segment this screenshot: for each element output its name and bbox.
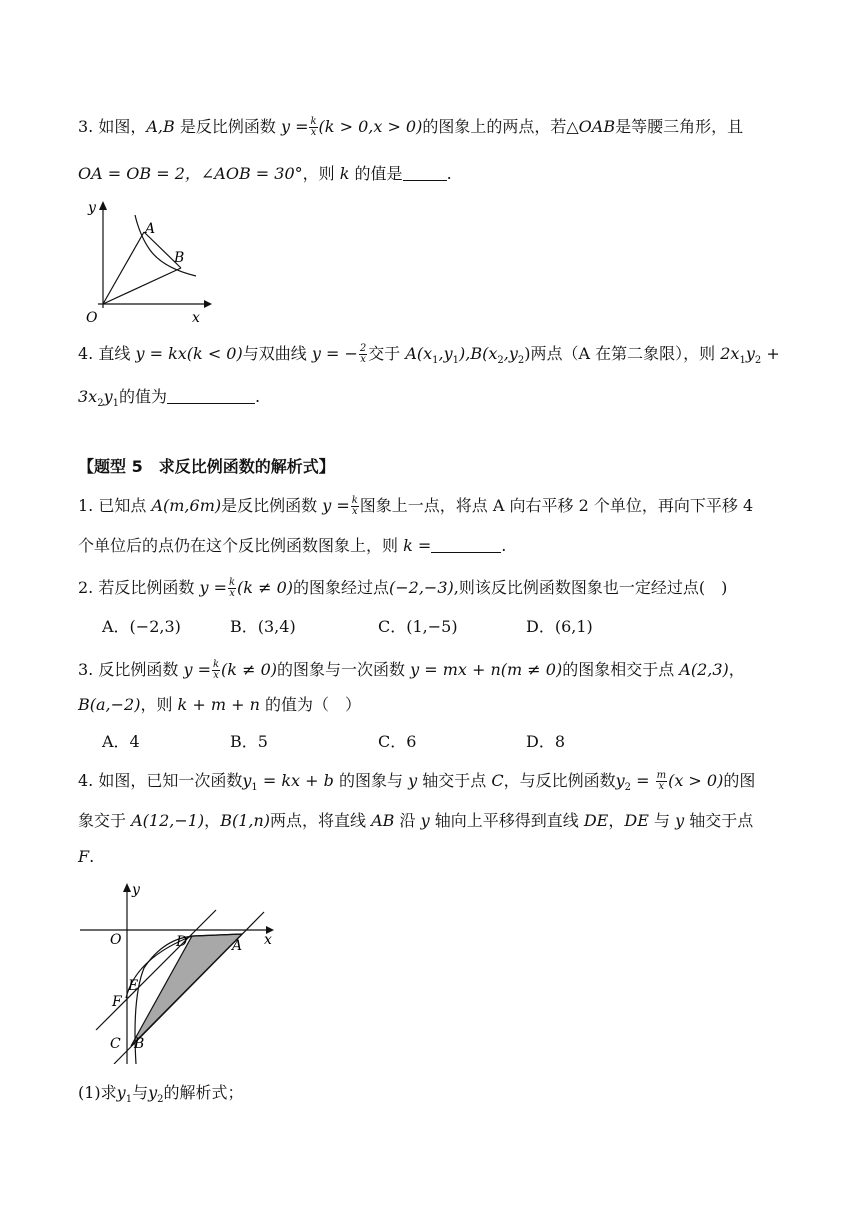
answer-blank: [431, 536, 501, 553]
label-x: x: [192, 310, 200, 324]
label-d: D: [176, 934, 188, 950]
p2-line1: 2. 若反比例函数 y = $\frac{k}{x}$ (k ≠ 0)的图象经过点(−2,−3),则该反比例函数图象也一定经过点( ): [78, 577, 728, 599]
fraction-k-over-x: $\frac{k}{x}$: [351, 495, 358, 517]
x-axis-arrow: [204, 300, 212, 308]
p4-line1: 4. 如图，已知一次函数$y_1$ = kx + b 的图象与 y 轴交于点 C，与反比例函数$y_2$ = $\frac{m}{x}$ (x > 0)的图: [78, 770, 756, 794]
fraction-k-over-x: $\frac{k}{x}$: [212, 659, 220, 681]
label-y: y: [132, 882, 140, 898]
p2-option-a[interactable]: A．(−2,3): [102, 617, 181, 636]
y-axis-arrow: [99, 201, 107, 210]
q4-line2: $3x_2y_1$的值为 .: [78, 387, 261, 410]
p4-line2: 象交于 A(12,−1)，B(1,n)两点，将直线 AB 沿 y 轴向上平移得到直线 DE，DE 与 y 轴交于点: [78, 811, 754, 830]
label-x: x: [264, 932, 272, 948]
p3-option-b[interactable]: B．5: [230, 732, 268, 751]
p4-line3: F.: [78, 847, 95, 866]
label-c: C: [110, 1036, 121, 1052]
q4-line1: 4. 直线 y = kx(k < 0)与双曲线 y = − $\frac{2}{x}$ 交于 $A(x_1,y_1),B(x_2,y_2)$两点（A 在第二象限），则 $2x_1y_2$ +: [78, 343, 780, 367]
p3-line2: B(a,−2)，则 k + m + n 的值为（ ）: [78, 695, 361, 714]
figure-isosceles-triangle: [78, 196, 218, 324]
q3-line2: OA = OB = 2，∠AOB = 30°，则 k 的值是 .: [78, 164, 452, 183]
p3-option-d[interactable]: D．8: [526, 732, 566, 751]
p1-line1: 1. 已知点 A(m,6m)是反比例函数 y = $\frac{k}{x}$ 图象上一点，将点 A 向右平移 2 个单位，再向下平移 4: [78, 495, 754, 517]
label-f: F: [112, 994, 122, 1010]
label-o: O: [86, 310, 98, 324]
segment-ob: [103, 268, 181, 304]
fraction-k-over-x: $\frac{k}{x}$: [310, 116, 317, 138]
y-axis-arrow: [123, 883, 131, 892]
p3-line1: 3. 反比例函数 y = $\frac{k}{x}$ (k ≠ 0)的图象与一次函数 y = mx + n(m ≠ 0)的图象相交于点 A(2,3)，: [78, 659, 745, 681]
p2-option-d[interactable]: D．(6,1): [526, 617, 593, 636]
p1-line2: 个单位后的点仍在这个反比例函数图象上，则 k = .: [78, 536, 507, 555]
p2-option-b[interactable]: B．(3,4): [230, 617, 296, 636]
label-a: A: [232, 938, 243, 954]
fraction-k-over-x: $\frac{k}{x}$: [228, 577, 236, 599]
p2-option-c[interactable]: C．(1,−5): [378, 617, 458, 636]
label-o: O: [110, 932, 122, 948]
figure-linear-and-inverse: [74, 878, 284, 1064]
p3-option-c[interactable]: C．6: [378, 732, 417, 751]
fraction-2-over-x: $\frac{2}{x}$: [359, 343, 367, 365]
label-b: B: [134, 1036, 145, 1052]
label-y: y: [88, 200, 96, 216]
answer-blank: [403, 164, 447, 181]
section-heading: 【题型 5 求反比例函数的解析式】: [78, 457, 335, 476]
fraction-m-over-x: $\frac{m}{x}$: [656, 770, 667, 792]
q3-line1: 3. 如图，A,B 是反比例函数 y = $\frac{k}{x}$ (k > 0,x > 0)的图象上的两点，若△OAB是等腰三角形，且: [78, 116, 744, 138]
label-a: A: [145, 221, 156, 237]
p3-option-a[interactable]: A．4: [102, 732, 140, 751]
label-b: B: [174, 250, 185, 266]
answer-blank: [167, 387, 255, 404]
segment-oa: [103, 232, 144, 304]
p4-sub1: (1)求$y_1$与$y_2$的解析式；: [78, 1083, 244, 1106]
label-e: E: [128, 978, 139, 994]
